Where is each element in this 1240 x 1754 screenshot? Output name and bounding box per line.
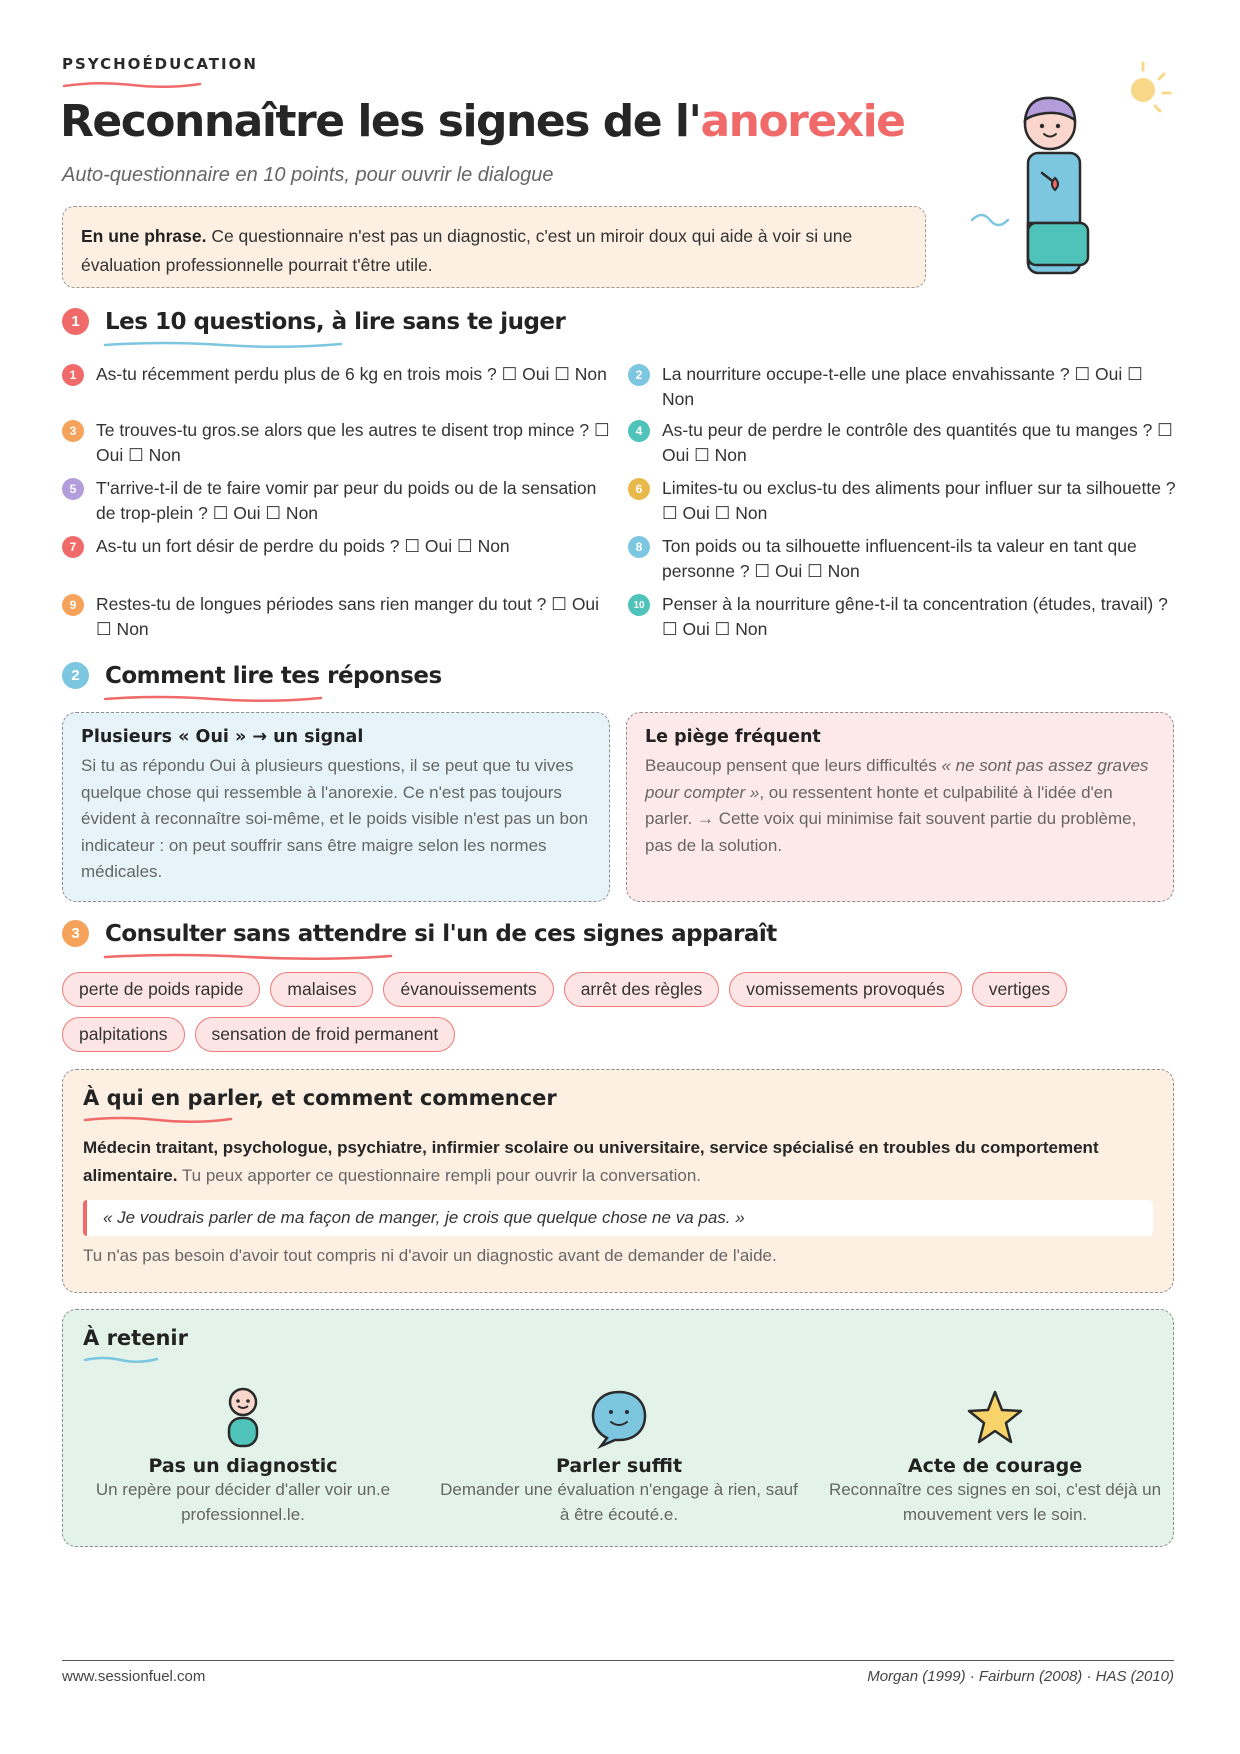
section-title: Comment lire tes réponses	[105, 662, 442, 689]
mascot-illustration	[960, 58, 1180, 278]
question-text: Penser à la nourriture gêne-t-il ta concentration (études, travail) ? ☐ Oui ☐ Non	[662, 594, 1168, 639]
section-2-underline	[103, 694, 323, 704]
sun-icon	[1131, 63, 1170, 111]
question-item	[628, 362, 1176, 412]
question-item	[62, 534, 617, 559]
question-text: Restes-tu de longues périodes sans rien manger du tout ? ☐ Oui ☐ Non	[96, 594, 600, 639]
warning-sign-chip: palpitations	[62, 1017, 185, 1052]
section-2-heading	[62, 662, 442, 689]
question-item	[628, 534, 1176, 584]
keep-item-title: Acte de courage	[907, 1455, 1083, 1477]
trap-title: Le piège fréquent	[645, 727, 821, 747]
question-number: 8	[628, 536, 650, 558]
trap-text-after: , ou ressentent honte et culpabilité à l'idée d'en parler. → Cette voix qui minimise fait souvent partie du problème, pas de la solution.	[645, 782, 1137, 855]
talk-text: Tu peux apporter ce questionnaire rempli pour ouvrir la conversation.	[177, 1166, 702, 1185]
section-number: 1	[62, 308, 89, 335]
question-number: 9	[62, 594, 84, 616]
section-3-underline	[103, 952, 393, 962]
keep-item-title: Pas un diagnostic	[148, 1455, 338, 1477]
talk-footer: Tu n'as pas besoin d'avoir tout compris ni d'avoir un diagnostic avant de demander de l'aide.	[83, 1246, 777, 1265]
question-number: 1	[62, 364, 84, 386]
kicker: PSYCHOÉDUCATION	[62, 55, 258, 73]
section-1-heading	[62, 308, 565, 335]
keep-item-text: Reconnaître ces signes en soi, c'est déjà un mouvement vers le soin.	[828, 1480, 1162, 1524]
talk-bold: Médecin traitant, psychologue, psychiatre, infirmier scolaire ou universitaire, service spécialisé en troubles du comportement alimentaire.	[83, 1138, 1099, 1185]
warning-sign-chip: vertiges	[972, 972, 1067, 1007]
trap-text	[645, 753, 1155, 859]
title-main: Reconnaître les signes de l'	[60, 96, 701, 147]
question-number: 10	[628, 594, 650, 616]
person-icon	[221, 1386, 265, 1450]
warning-sign-chip: vomissements provoqués	[729, 972, 961, 1007]
question-item	[628, 418, 1176, 468]
keep-item	[63, 1386, 423, 1527]
trap-text-italic: « ne sont pas assez graves pour compter »	[645, 756, 1149, 802]
warning-sign-chip: évanouissements	[383, 972, 553, 1007]
question-number: 7	[62, 536, 84, 558]
talk-box	[62, 1069, 1174, 1293]
question-text: Ton poids ou ta silhouette influencent-ils ta valeur en tant que personne ? ☐ Oui ☐ Non	[662, 536, 1137, 581]
question-number: 5	[62, 478, 84, 500]
signal-text: Si tu as répondu Oui à plusieurs questions, il se peut que tu vives quelque chose qui ressemble à l'anorexie. Ce n'est pas toujours évident à reconnaître soi-même, et le poids visible n'est pas un bon indicateur : on peut souffrir sans être maigre selon les normes médicales.	[81, 756, 588, 881]
keep-box	[62, 1309, 1174, 1547]
page-title	[60, 96, 905, 147]
intro-text: Ce questionnaire n'est pas un diagnostic, c'est un miroir doux qui aide à voir si une évaluation professionnelle pourrait t'être utile.	[81, 226, 853, 275]
keep-item-text: Demander une évaluation n'engage à rien, sauf à être écouté.e.	[440, 1480, 798, 1524]
question-text: La nourriture occupe-t-elle une place envahissante ? ☐ Oui ☐ Non	[662, 364, 1143, 409]
footer-divider	[62, 1660, 1174, 1661]
keep-title-underline	[83, 1355, 159, 1365]
question-text: Limites-tu ou exclus-tu des aliments pour influer sur ta silhouette ? ☐ Oui ☐ Non	[662, 478, 1176, 523]
question-text: As-tu un fort désir de perdre du poids ? ☐ Oui ☐ Non	[96, 536, 510, 556]
speech-bubble-icon	[587, 1386, 651, 1450]
question-item	[628, 592, 1176, 642]
question-text: As-tu récemment perdu plus de 6 kg en trois mois ? ☐ Oui ☐ Non	[96, 364, 607, 384]
example-quote: « Je voudrais parler de ma façon de manger, je crois que quelque chose ne va pas. »	[83, 1200, 1153, 1236]
keep-item-title: Parler suffit	[555, 1455, 683, 1477]
keep-item	[815, 1386, 1175, 1527]
section-number: 3	[62, 920, 89, 947]
question-number: 4	[628, 420, 650, 442]
question-item	[62, 592, 617, 642]
talk-title-underline	[83, 1115, 233, 1125]
signal-title: Plusieurs « Oui » → un signal	[81, 727, 364, 747]
warning-sign-chip: malaises	[270, 972, 373, 1007]
footer-references: Morgan (1999) · Fairburn (2008) · HAS (2010)	[867, 1668, 1174, 1685]
star-icon	[963, 1386, 1027, 1450]
question-number: 3	[62, 420, 84, 442]
warning-sign-chip: perte de poids rapide	[62, 972, 260, 1007]
page-subtitle: Auto-questionnaire en 10 points, pour ouvrir le dialogue	[62, 164, 554, 186]
trap-box	[626, 712, 1174, 902]
question-number: 2	[628, 364, 650, 386]
talk-title: À qui en parler, et comment commencer	[83, 1086, 557, 1110]
question-item	[628, 476, 1176, 526]
warning-signs	[62, 972, 1182, 1052]
question-text: As-tu peur de perdre le contrôle des quantités que tu manges ? ☐ Oui ☐ Non	[662, 420, 1173, 465]
question-item	[62, 362, 617, 387]
warning-sign-chip: sensation de froid permanent	[195, 1017, 456, 1052]
question-number: 6	[628, 478, 650, 500]
question-text: Te trouves-tu gros.se alors que les autres te disent trop mince ? ☐ Oui ☐ Non	[96, 420, 610, 465]
kicker-underline	[62, 80, 202, 90]
trap-text-before: Beaucoup pensent que leurs difficultés	[645, 756, 942, 775]
question-text: T'arrive-t-il de te faire vomir par peur du poids ou de la sensation de trop-plein ? ☐ Oui ☐ Non	[96, 478, 597, 523]
section-title: Consulter sans attendre si l'un de ces signes apparaît	[105, 920, 777, 947]
intro-box	[62, 206, 926, 288]
intro-bold: En une phrase.	[81, 226, 207, 246]
title-accent: anorexie	[700, 96, 905, 147]
signal-box	[62, 712, 610, 902]
section-number: 2	[62, 662, 89, 689]
keep-item-text: Un repère pour décider d'aller voir un.e professionnel.le.	[95, 1480, 391, 1524]
section-3-heading	[62, 920, 777, 947]
keep-title: À retenir	[83, 1326, 188, 1350]
section-1-underline	[103, 340, 343, 350]
section-title: Les 10 questions, à lire sans te juger	[105, 308, 566, 335]
question-item	[62, 418, 617, 468]
question-item	[62, 476, 617, 526]
talk-body	[83, 1134, 1153, 1190]
footer-website: www.sessionfuel.com	[62, 1668, 206, 1685]
keep-item	[439, 1386, 799, 1527]
warning-sign-chip: arrêt des règles	[564, 972, 720, 1007]
